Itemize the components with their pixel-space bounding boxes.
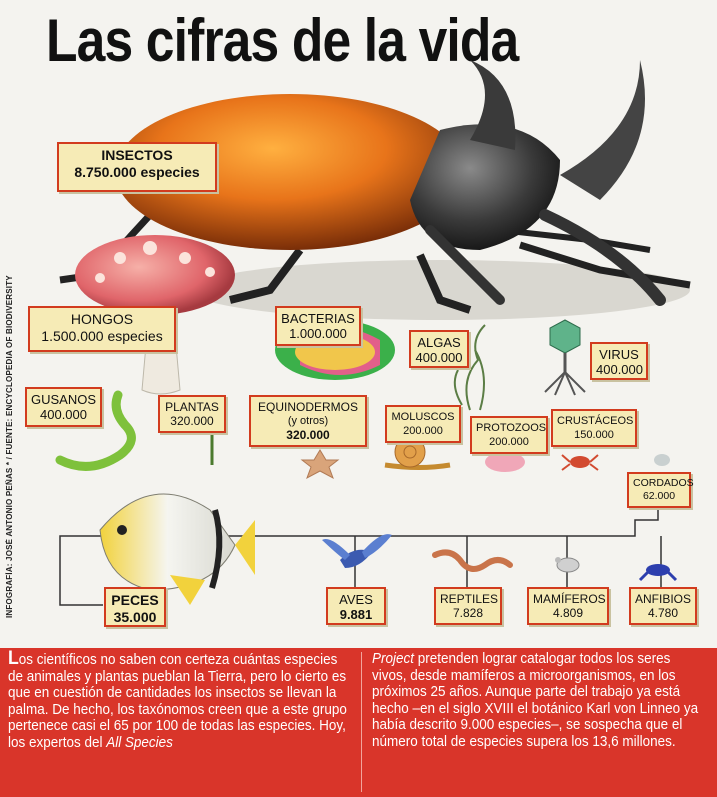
label-insectos-name: INSECTOS	[101, 147, 173, 163]
page-title: Las cifras de la vida	[46, 7, 519, 74]
label-moluscos-name: MOLUSCOS	[391, 411, 455, 423]
label-plantas-name: PLANTAS	[165, 400, 219, 414]
crab-illustration	[562, 455, 598, 470]
label-algas-name: ALGAS	[417, 335, 461, 350]
label-anfibios-value: 4.780	[647, 606, 679, 620]
label-plantas	[158, 395, 226, 433]
label-crustaceos-name: CRUSTÁCEOS	[557, 415, 634, 427]
label-aves	[326, 587, 386, 625]
snake-illustration	[435, 552, 510, 569]
label-protozoos-name: PROTOZOOS	[476, 422, 547, 434]
label-reptiles	[434, 587, 502, 625]
label-moluscos	[385, 405, 461, 443]
label-mamiferos	[527, 587, 609, 625]
label-moluscos-value: 200.000	[403, 425, 443, 437]
label-hongos-name: HONGOS	[70, 311, 134, 327]
label-bacterias	[275, 306, 361, 346]
label-algas	[409, 330, 469, 368]
label-gusanos-name: GUSANOS	[31, 392, 97, 407]
label-peces	[104, 587, 166, 627]
label-anfibios	[629, 587, 697, 625]
starfish-illustration	[302, 450, 338, 478]
label-equinodermos-name: EQUINODERMOS	[257, 400, 358, 414]
footer-divider	[361, 652, 362, 792]
label-equinodermos-value: 320.000	[286, 428, 330, 442]
footer-dropcap: L	[8, 648, 19, 669]
footer-col2-italic: Project	[372, 651, 414, 667]
label-bacterias-value: 1.000.000	[289, 326, 347, 341]
frog-illustration	[640, 564, 676, 580]
label-anfibios-name: ANFIBIOS	[635, 592, 692, 606]
label-hongos-value: 1.500.000 especies	[41, 328, 163, 344]
label-cordados-name: CORDADOS	[633, 477, 694, 489]
footer-column-1	[8, 648, 350, 752]
label-equinodermos	[249, 395, 367, 447]
tunicate-illustration	[654, 454, 670, 466]
label-algas-value: 400.000	[415, 350, 463, 365]
footer-col2-text: pretenden lograr catalogar todos los seres vivos, desde mamíferos a microorganismos, en los próximos 25 años. Aunque parte del trabajo ya está hecho –en el siglo XVIII el botánico Karl von Linneo ya había descrito 9.000 especies–, se sospecha que el número total de especies supera los 13,6 millones.	[372, 651, 699, 750]
bird-illustration	[322, 534, 392, 568]
label-insectos	[57, 142, 217, 192]
label-plantas-value: 320.000	[170, 414, 214, 428]
virus-illustration	[545, 320, 585, 395]
label-crustaceos	[551, 409, 637, 447]
label-virus-name: VIRUS	[599, 347, 639, 362]
label-gusanos	[25, 387, 102, 427]
label-crustaceos-value: 150.000	[574, 429, 614, 441]
label-aves-value: 9.881	[339, 607, 373, 622]
label-protozoos-value: 200.000	[489, 436, 529, 448]
label-mamiferos-value: 4.809	[552, 606, 584, 620]
label-peces-value: 35.000	[113, 609, 157, 625]
label-cordados-value: 62.000	[642, 490, 676, 502]
footer-col1-italic: All Species	[106, 734, 173, 751]
label-virus-value: 400.000	[596, 362, 643, 377]
infographic-credit: INFOGRAFÍA: JOSÉ ANTONIO PEÑAS * / FUENTE: ENCYCLOPEDIA OF BIODIVERSITY	[5, 275, 14, 618]
label-protozoos	[470, 416, 548, 454]
label-bacterias-name: BACTERIAS	[281, 311, 355, 326]
label-reptiles-name: REPTILES	[440, 592, 499, 606]
label-peces-name: PECES	[111, 592, 159, 608]
label-hongos	[28, 306, 176, 352]
label-cordados	[627, 472, 694, 508]
footer-column-2	[372, 651, 707, 751]
label-virus	[590, 342, 648, 380]
protozoa-illustration	[485, 452, 525, 472]
label-aves-name: AVES	[339, 592, 373, 607]
label-insectos-value: 8.750.000 especies	[74, 164, 200, 180]
label-reptiles-value: 7.828	[452, 606, 484, 620]
label-mamiferos-name: MAMÍFEROS	[533, 592, 606, 606]
mouse-illustration	[555, 557, 579, 572]
label-equinodermos-sub: (y otros)	[287, 415, 329, 427]
footer-col1-text: os científicos no saben con certeza cuántas especies de animales y plantas pueblan la Tierra, pero lo cierto es que en cuestión de cantidades los insectos se llevan la palma. De hecho, los taxónomos creen que a este grupo pertenece casi el 65 por 100 de todas las especies. Hoy, los expertos del	[8, 652, 347, 751]
label-gusanos-value: 400.000	[40, 407, 87, 422]
